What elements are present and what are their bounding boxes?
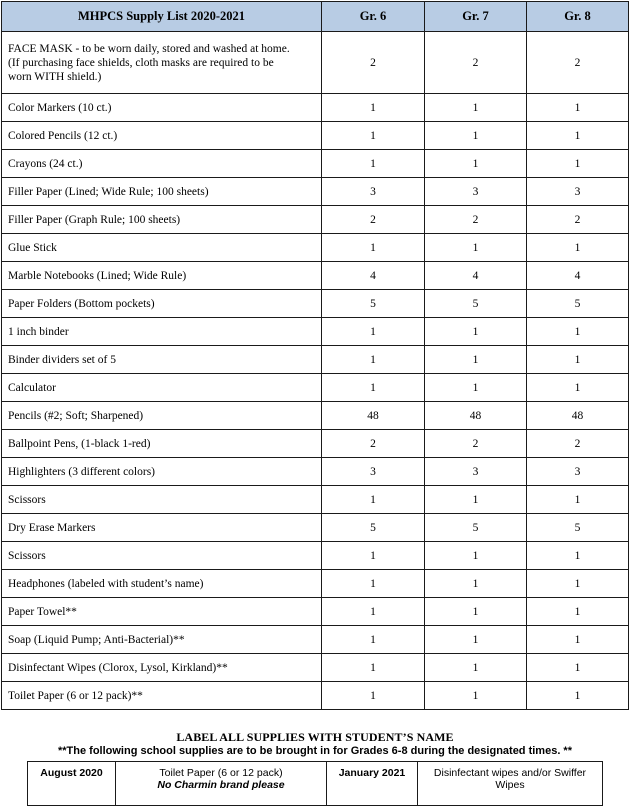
item-name: Headphones (labeled with student’s name) bbox=[2, 570, 322, 598]
item-name: Highlighters (3 different colors) bbox=[2, 458, 322, 486]
table-row bbox=[2, 178, 629, 206]
quantity-g8: 4 bbox=[527, 262, 629, 290]
quantity-g8: 1 bbox=[527, 598, 629, 626]
face-mask-line: worn WITH shield.) bbox=[8, 70, 102, 83]
item-name: Binder dividers set of 5 bbox=[2, 346, 322, 374]
quantity-g7: 5 bbox=[425, 514, 527, 542]
quantity-g7: 48 bbox=[425, 402, 527, 430]
item-name: Filler Paper (Lined; Wide Rule; 100 sheets) bbox=[2, 178, 322, 206]
grade-8-header: Gr. 8 bbox=[527, 2, 629, 32]
table-row bbox=[2, 430, 629, 458]
table-row bbox=[2, 514, 629, 542]
table-row bbox=[2, 346, 629, 374]
quantity-g7: 1 bbox=[425, 234, 527, 262]
table-row bbox=[2, 682, 629, 710]
quantity-g6: 1 bbox=[322, 94, 425, 122]
quantity-g7: 1 bbox=[425, 542, 527, 570]
quantity-g6: 2 bbox=[322, 32, 425, 94]
quantity-g8: 1 bbox=[527, 318, 629, 346]
item-name: Scissors bbox=[2, 486, 322, 514]
table-row bbox=[2, 206, 629, 234]
designated-times-note: **The following school supplies are to be brought in for Grades 6-8 during the designated times. ** bbox=[57, 745, 572, 757]
quantity-g6: 1 bbox=[322, 234, 425, 262]
table-row bbox=[2, 654, 629, 682]
item-name: Toilet Paper (6 or 12 pack)** bbox=[2, 682, 322, 710]
item-name: Color Markers (10 ct.) bbox=[2, 94, 322, 122]
schedule-item-text: Toilet Paper (6 or 12 pack) bbox=[159, 767, 283, 779]
quantity-g7: 1 bbox=[425, 150, 527, 178]
quantity-g8: 5 bbox=[527, 290, 629, 318]
item-name bbox=[2, 32, 322, 94]
table-row bbox=[2, 570, 629, 598]
quantity-g6: 3 bbox=[322, 178, 425, 206]
table-row bbox=[2, 32, 629, 94]
quantity-g6: 2 bbox=[322, 206, 425, 234]
table-row bbox=[2, 598, 629, 626]
schedule-item-note: No Charmin brand please bbox=[157, 779, 285, 791]
quantity-g8: 1 bbox=[527, 346, 629, 374]
table-title: MHPCS Supply List 2020-2021 bbox=[2, 2, 322, 32]
item-name: Dry Erase Markers bbox=[2, 514, 322, 542]
table-row bbox=[2, 626, 629, 654]
quantity-g8: 1 bbox=[527, 654, 629, 682]
quantity-g6: 1 bbox=[322, 150, 425, 178]
quantity-g8: 1 bbox=[527, 122, 629, 150]
quantity-g7: 1 bbox=[425, 570, 527, 598]
quantity-g7: 2 bbox=[425, 32, 527, 94]
item-name: Ballpoint Pens, (1-black 1-red) bbox=[2, 430, 322, 458]
item-name: Disinfectant Wipes (Clorox, Lysol, Kirkland)** bbox=[2, 654, 322, 682]
table-row bbox=[2, 94, 629, 122]
quantity-g6: 1 bbox=[322, 654, 425, 682]
item-name: Crayons (24 ct.) bbox=[2, 150, 322, 178]
grade-6-header: Gr. 6 bbox=[322, 2, 425, 32]
quantity-g7: 1 bbox=[425, 654, 527, 682]
face-mask-line: (If purchasing face shields, cloth masks are required to be bbox=[8, 56, 274, 69]
item-name: Soap (Liquid Pump; Anti-Bacterial)** bbox=[2, 626, 322, 654]
quantity-g6: 2 bbox=[322, 430, 425, 458]
quantity-g8: 1 bbox=[527, 542, 629, 570]
quantity-g8: 1 bbox=[527, 94, 629, 122]
schedule-row bbox=[28, 762, 603, 806]
table-row bbox=[2, 234, 629, 262]
table-row bbox=[2, 262, 629, 290]
table-row bbox=[2, 122, 629, 150]
label-supplies-heading: LABEL ALL SUPPLIES WITH STUDENT’S NAME bbox=[176, 730, 454, 744]
quantity-g7: 1 bbox=[425, 626, 527, 654]
quantity-g8: 5 bbox=[527, 514, 629, 542]
quantity-g6: 1 bbox=[322, 374, 425, 402]
quantity-g6: 1 bbox=[322, 542, 425, 570]
quantity-g6: 1 bbox=[322, 682, 425, 710]
schedule-item-toilet-paper bbox=[116, 762, 327, 806]
quantity-g6: 5 bbox=[322, 514, 425, 542]
quantity-g7: 1 bbox=[425, 122, 527, 150]
quantity-g7: 1 bbox=[425, 486, 527, 514]
quantity-g8: 48 bbox=[527, 402, 629, 430]
item-name: Paper Folders (Bottom pockets) bbox=[2, 290, 322, 318]
quantity-g6: 48 bbox=[322, 402, 425, 430]
item-name: Pencils (#2; Soft; Sharpened) bbox=[2, 402, 322, 430]
schedule-table bbox=[27, 761, 603, 806]
quantity-g8: 1 bbox=[527, 486, 629, 514]
quantity-g6: 1 bbox=[322, 570, 425, 598]
item-name: Filler Paper (Graph Rule; 100 sheets) bbox=[2, 206, 322, 234]
quantity-g8: 3 bbox=[527, 458, 629, 486]
table-row bbox=[2, 486, 629, 514]
quantity-g6: 1 bbox=[322, 318, 425, 346]
quantity-g7: 1 bbox=[425, 598, 527, 626]
quantity-g8: 1 bbox=[527, 234, 629, 262]
quantity-g6: 1 bbox=[322, 626, 425, 654]
table-row bbox=[2, 290, 629, 318]
quantity-g8: 2 bbox=[527, 206, 629, 234]
quantity-g7: 2 bbox=[425, 206, 527, 234]
table-row bbox=[2, 318, 629, 346]
quantity-g8: 1 bbox=[527, 626, 629, 654]
schedule-item-wipes: Disinfectant wipes and/or Swiffer Wipes bbox=[418, 762, 603, 806]
table-header-row bbox=[2, 2, 629, 32]
item-name: Scissors bbox=[2, 542, 322, 570]
quantity-g7: 3 bbox=[425, 458, 527, 486]
face-mask-line: FACE MASK - to be worn daily, stored and washed at home. bbox=[8, 42, 290, 55]
item-name: Marble Notebooks (Lined; Wide Rule) bbox=[2, 262, 322, 290]
table-row bbox=[2, 374, 629, 402]
quantity-g7: 1 bbox=[425, 346, 527, 374]
schedule-date-january: January 2021 bbox=[327, 762, 418, 806]
item-name: Paper Towel** bbox=[2, 598, 322, 626]
quantity-g6: 3 bbox=[322, 458, 425, 486]
supply-list-table bbox=[1, 1, 629, 710]
quantity-g7: 1 bbox=[425, 94, 527, 122]
schedule-date-august: August 2020 bbox=[28, 762, 116, 806]
quantity-g6: 1 bbox=[322, 486, 425, 514]
quantity-g6: 4 bbox=[322, 262, 425, 290]
quantity-g6: 1 bbox=[322, 598, 425, 626]
quantity-g8: 1 bbox=[527, 150, 629, 178]
quantity-g8: 2 bbox=[527, 430, 629, 458]
quantity-g7: 2 bbox=[425, 430, 527, 458]
quantity-g8: 1 bbox=[527, 570, 629, 598]
quantity-g7: 1 bbox=[425, 374, 527, 402]
item-name: Calculator bbox=[2, 374, 322, 402]
quantity-g7: 4 bbox=[425, 262, 527, 290]
quantity-g8: 3 bbox=[527, 178, 629, 206]
grade-7-header: Gr. 7 bbox=[425, 2, 527, 32]
quantity-g8: 2 bbox=[527, 32, 629, 94]
item-name: Colored Pencils (12 ct.) bbox=[2, 122, 322, 150]
quantity-g7: 1 bbox=[425, 318, 527, 346]
table-row bbox=[2, 458, 629, 486]
quantity-g6: 1 bbox=[322, 122, 425, 150]
quantity-g6: 5 bbox=[322, 290, 425, 318]
quantity-g7: 5 bbox=[425, 290, 527, 318]
table-row bbox=[2, 150, 629, 178]
quantity-g8: 1 bbox=[527, 374, 629, 402]
quantity-g7: 1 bbox=[425, 682, 527, 710]
quantity-g6: 1 bbox=[322, 346, 425, 374]
item-name: 1 inch binder bbox=[2, 318, 322, 346]
quantity-g7: 3 bbox=[425, 178, 527, 206]
table-row bbox=[2, 542, 629, 570]
table-row bbox=[2, 402, 629, 430]
item-name: Glue Stick bbox=[2, 234, 322, 262]
quantity-g8: 1 bbox=[527, 682, 629, 710]
